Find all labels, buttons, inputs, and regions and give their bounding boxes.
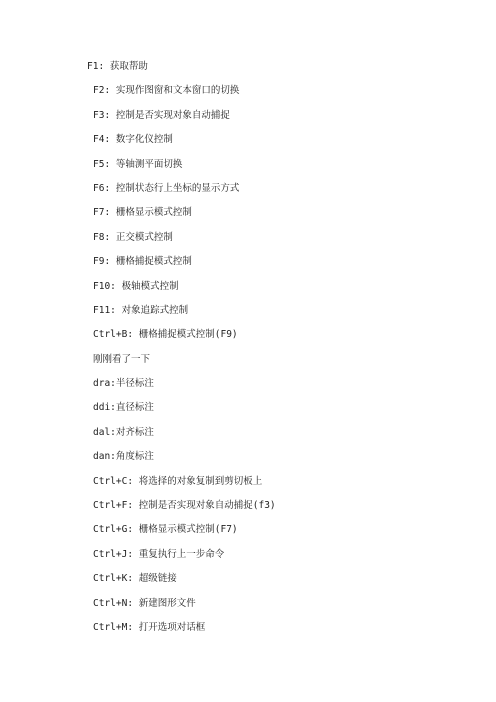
- list-item: F3: 控制是否实现对象自动捕捉: [93, 109, 230, 121]
- list-item: Ctrl+G: 栅格显示模式控制(F7): [93, 524, 238, 536]
- list-item: Ctrl+C: 将选择的对象复制到剪切板上: [93, 475, 263, 487]
- list-item: Ctrl+F: 控制是否实现对象自动捕捉(f3): [93, 500, 276, 512]
- list-item: 刚刚看了一下: [93, 353, 151, 365]
- list-item: F5: 等轴测平面切换: [93, 158, 183, 170]
- list-item: Ctrl+J: 重复执行上一步命令: [93, 548, 225, 560]
- list-item: F9: 栅格捕捉模式控制: [93, 256, 192, 268]
- list-item: F8: 正交模式控制: [93, 231, 173, 243]
- list-item: F1: 获取帮助: [87, 61, 148, 72]
- shortcut-list: [0, 59, 496, 644]
- list-item: F11: 对象追踪式控制: [93, 304, 189, 316]
- list-item: Ctrl+M: 打开选项对话框: [93, 621, 206, 633]
- list-item: F4: 数字化仪控制: [93, 134, 173, 146]
- list-item: F2: 实现作图窗和文本窗口的切换: [93, 85, 240, 97]
- list-item: dal:对齐标注: [93, 426, 154, 438]
- list-item: dan:角度标注: [93, 451, 154, 463]
- list-item: F7: 栅格显示模式控制: [93, 207, 192, 219]
- list-item: Ctrl+N: 新建图形文件: [93, 597, 196, 609]
- list-item: Ctrl+B: 栅格捕捉模式控制(F9): [93, 329, 238, 341]
- list-item: Ctrl+K: 超级链接: [93, 573, 177, 585]
- list-item: dra:半径标注: [93, 378, 154, 390]
- list-item: F6: 控制状态行上坐标的显示方式: [93, 182, 240, 194]
- list-item: ddi:直径标注: [93, 402, 154, 414]
- list-item: F10: 极轴模式控制: [93, 280, 179, 292]
